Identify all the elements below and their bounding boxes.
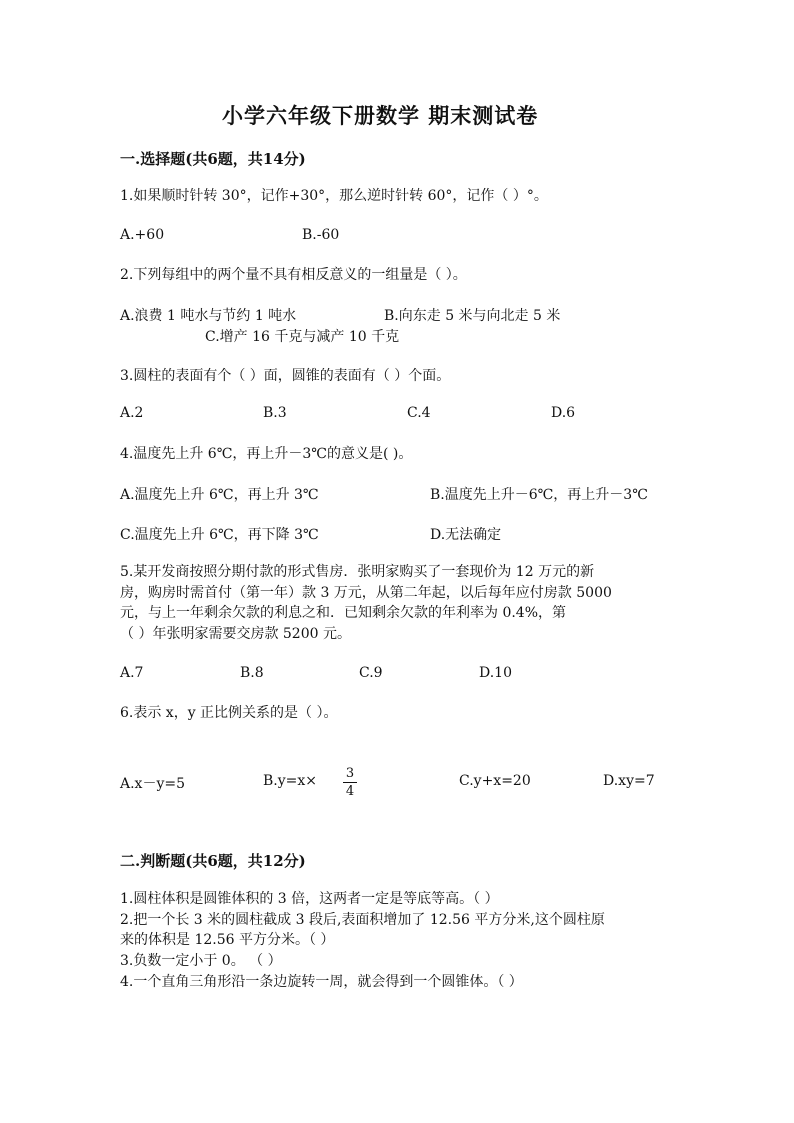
judgement-item-4: 4.一个直角三角形沿一条边旋转一周，就会得到一个圆锥体。（ ） — [120, 974, 523, 990]
question-4-stem: 4.温度先上升 6℃，再上升－3℃的意义是( )。 — [120, 446, 413, 462]
question-1-stem: 1.如果顺时针转 30°，记作+30°，那么逆时针转 60°，记作（ ）°。 — [120, 188, 548, 204]
question-4-option-b: B.温度先上升－6℃，再上升－3℃ — [430, 487, 648, 503]
fraction-denominator: 4 — [345, 784, 355, 799]
question-5-stem-line-1: 5.某开发商按照分期付款的形式售房．张明家购买了一套现价为 12 万元的新 — [120, 564, 595, 580]
judgement-item-2-line-1: 2.把一个长 3 米的圆柱截成 3 段后,表面积增加了 12.56 平方分米,这个圆柱原 — [120, 912, 605, 928]
section-heading-judgement: 二.判断题(共6题，共12分) — [120, 852, 306, 870]
judgement-item-3: 3.负数一定小于 0。 （ ） — [120, 953, 282, 969]
question-5-option-a: A.7 — [120, 665, 144, 681]
question-6-option-b: B.y=x× — [263, 773, 318, 789]
page-title: 小学六年级下册数学 期末测试卷 — [222, 103, 539, 128]
question-2-option-a: A.浪费 1 吨水与节约 1 吨水 — [120, 308, 297, 324]
question-2-option-c: C.增产 16 千克与减产 10 千克 — [205, 329, 400, 345]
question-6-stem: 6.表示 x，y 正比例关系的是（ ）。 — [120, 705, 338, 721]
question-4-option-d: D.无法确定 — [430, 527, 502, 543]
question-3-stem: 3.圆柱的表面有个（ ）面，圆锥的表面有（ ）个面。 — [120, 368, 451, 384]
question-3-option-d: D.6 — [551, 405, 576, 421]
question-6-option-d: D.xy=7 — [603, 773, 655, 789]
question-5-stem-line-4: （ ）年张明家需要交房款 5200 元。 — [120, 626, 351, 642]
question-3-option-b: B.3 — [263, 405, 287, 421]
question-6-option-a: A.x－y=5 — [120, 776, 186, 792]
section-heading-choice: 一.选择题(共6题，共14分) — [120, 150, 306, 168]
fraction-numerator: 3 — [345, 766, 355, 781]
question-5-option-b: B.8 — [240, 665, 264, 681]
judgement-item-1: 1.圆柱体积是圆锥体积的 3 倍，这两者一定是等底等高。（ ） — [120, 891, 499, 907]
question-1-option-b: B.-60 — [302, 227, 340, 243]
question-1-option-a: A.+60 — [120, 227, 165, 243]
question-4-option-a: A.温度先上升 6℃，再上升 3℃ — [120, 487, 319, 503]
question-4-option-c: C.温度先上升 6℃，再下降 3℃ — [120, 527, 319, 543]
judgement-item-2-line-2: 来的体积是 12.56 平方分米。（ ） — [120, 932, 335, 948]
fraction-bar — [343, 782, 357, 783]
question-2-stem: 2.下列每组中的两个量不具有相反意义的一组量是（ ）。 — [120, 267, 467, 283]
question-5-option-c: C.9 — [359, 665, 383, 681]
question-2-option-b: B.向东走 5 米与向北走 5 米 — [384, 308, 561, 324]
question-3-option-a: A.2 — [120, 405, 144, 421]
question-5-stem-line-2: 房，购房时需首付（第一年）款 3 万元，从第二年起，以后每年应付房款 5000 — [120, 585, 612, 601]
question-5-stem-line-3: 元，与上一年剩余欠款的利息之和．已知剩余欠款的年利率为 0.4%，第 — [120, 605, 567, 621]
fraction-three-quarters — [343, 766, 357, 799]
question-3-option-c: C.4 — [407, 405, 431, 421]
question-5-option-d: D.10 — [479, 665, 512, 681]
question-6-option-c: C.y+x=20 — [459, 773, 531, 789]
